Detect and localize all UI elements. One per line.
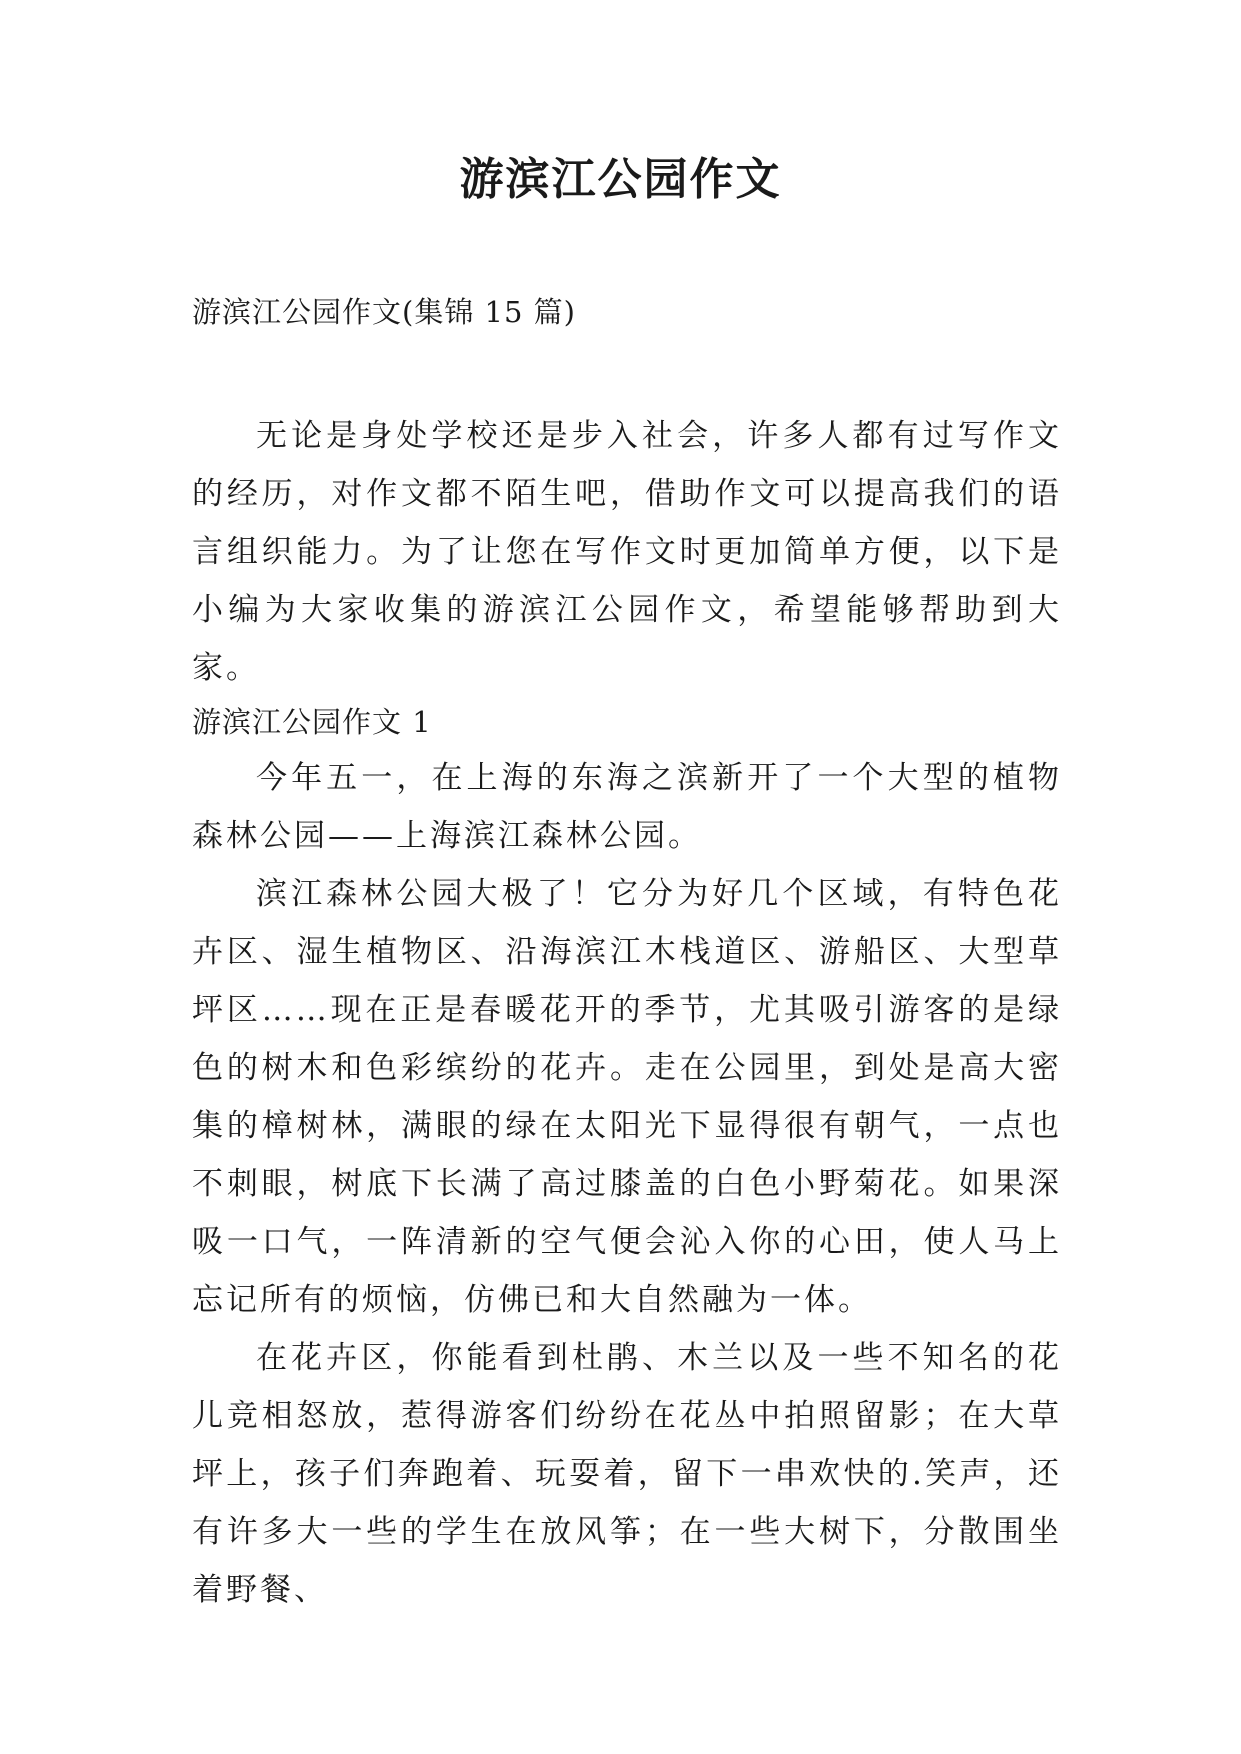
- essay-paragraph: 今年五一，在上海的东海之滨新开了一个大型的植物森林公园——上海滨江森林公园。: [192, 760, 1062, 854]
- essay-section: [192, 702, 1062, 1619]
- intro-paragraph: 无论是身处学校还是步入社会，许多人都有过写作文的经历，对作文都不陌生吧，借助作文可以提高我们的语言组织能力。为了让您在写作文时更加简单方便，以下是小编为大家收集的游滨江公园作文，希望能够帮助到大家。: [192, 418, 1062, 686]
- essay-paragraph: 滨江森林公园大极了！它分为好几个区域，有特色花卉区、湿生植物区、沿海滨江木栈道区、游船区、大型草坪区……现在正是春暖花开的季节，尤其吸引游客的是绿色的树木和色彩缤纷的花卉。走在公园里，到处是高大密集的樟树林，满眼的绿在太阳光下显得很有朝气，一点也不刺眼，树底下长满了高过膝盖的白色小野菊花。如果深吸一口气，一阵清新的空气便会沁入你的心田，使人马上忘记所有的烦恼，仿佛已和大自然融为一体。: [192, 876, 1062, 1318]
- essay-heading: 游滨江公园作文 1: [192, 705, 432, 739]
- document-title: 游滨江公园作文: [459, 154, 782, 205]
- intro-section: [192, 407, 1062, 697]
- essay-paragraph: 在花卉区，你能看到杜鹃、木兰以及一些不知名的花儿竞相怒放，惹得游客们纷纷在花丛中拍照留影；在大草坪上，孩子们奔跑着、玩耍着，留下一串欢快的.笑声，还有许多大一些的学生在放风筝；在一些大树下，分散围坐着野餐、: [192, 1340, 1062, 1608]
- document-subtitle: 游滨江公园作文(集锦 15 篇): [192, 295, 576, 329]
